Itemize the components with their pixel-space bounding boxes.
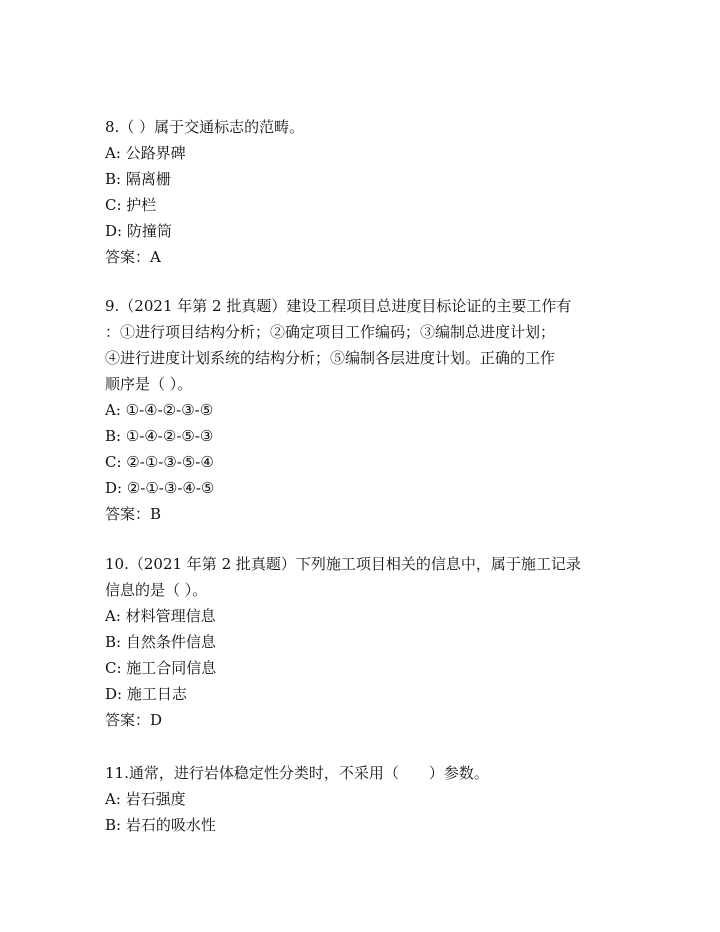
- option-c: C: ②-①-③-⑤-④: [105, 453, 214, 471]
- answer: 答案：D: [105, 711, 163, 729]
- answer: 答案：A: [105, 248, 161, 266]
- stem-line: 8.（ ）属于交通标志的范畴。: [105, 118, 305, 136]
- option-c: C: 施工合同信息: [105, 659, 217, 677]
- option-a: A: ①-④-②-③-⑤: [105, 401, 214, 419]
- question-stem: [105, 293, 625, 397]
- question-stem: [105, 551, 625, 603]
- option-c: C: 护栏: [105, 196, 157, 214]
- option-a: A: 公路界碑: [105, 144, 186, 162]
- question-stem: [105, 114, 625, 140]
- option-a: A: 岩石强度: [105, 790, 186, 808]
- option-a: A: 材料管理信息: [105, 607, 216, 625]
- question-9: [105, 293, 625, 527]
- option-b: B: ①-④-②-⑤-③: [105, 427, 214, 445]
- question-stem: [105, 760, 625, 786]
- option-d: D: 施工日志: [105, 685, 187, 703]
- stem-line: 10.（2021 年第 2 批真题）下列施工项目相关的信息中，属于施工记录: [105, 555, 581, 573]
- option-b: B: 岩石的吸水性: [105, 816, 216, 834]
- question-11: [105, 760, 625, 838]
- stem-line: ：①进行项目结构分析；②确定项目工作编码；③编制总进度计划；: [105, 323, 556, 341]
- option-b: B: 隔离栅: [105, 170, 171, 188]
- option-b: B: 自然条件信息: [105, 633, 216, 651]
- option-d: D: 防撞筒: [105, 222, 172, 240]
- question-8: [105, 114, 625, 270]
- stem-line: 9.（2021 年第 2 批真题）建设工程项目总进度目标论证的主要工作有: [105, 297, 572, 315]
- question-10: [105, 551, 625, 733]
- stem-line: ④进行进度计划系统的结构分析；⑤编制各层进度计划。正确的工作: [105, 349, 556, 367]
- answer: 答案：B: [105, 505, 162, 523]
- option-d: D: ②-①-③-④-⑤: [105, 479, 215, 497]
- stem-line: 11.通常，进行岩体稳定性分类时，不采用（ ）参数。: [105, 764, 489, 782]
- stem-line: 信息的是（ ）。: [105, 581, 208, 599]
- stem-line: 顺序是（ ）。: [105, 375, 193, 393]
